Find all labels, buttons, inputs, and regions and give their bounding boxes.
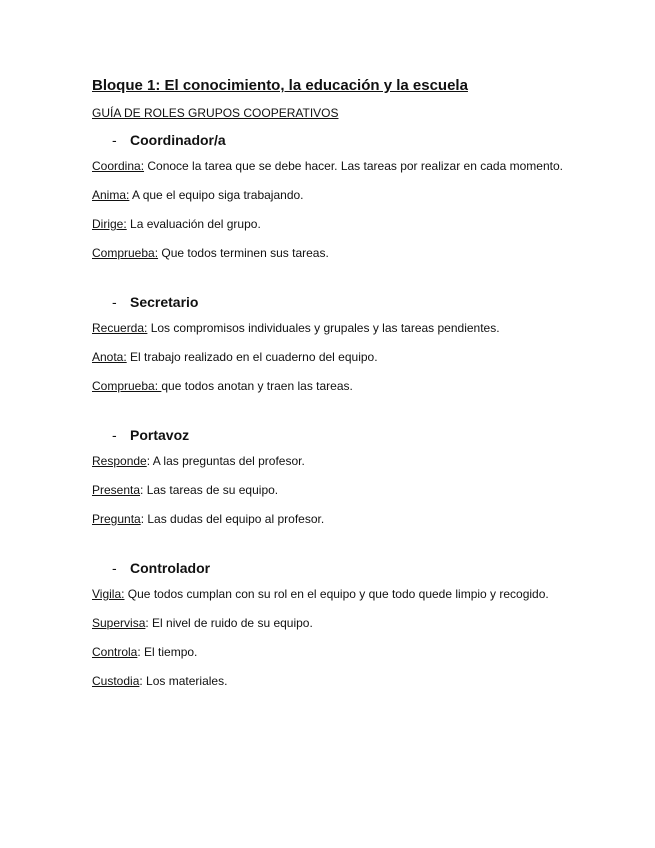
role-section-controlador — [92, 559, 565, 689]
role-item — [92, 483, 565, 498]
role-heading — [112, 131, 565, 149]
role-item-term: Comprueba: — [92, 246, 159, 260]
role-item-text: Conoce la tarea que se debe hacer. Las tareas por realizar en cada momento. — [144, 159, 563, 173]
role-item-text: : A las preguntas del profesor. — [146, 454, 305, 468]
role-item-term: Responde — [92, 454, 147, 468]
document-subtitle: GUÍA DE ROLES GRUPOS COOPERATIVOS — [92, 106, 339, 120]
role-item-term: Anota: — [92, 350, 127, 364]
role-heading — [112, 426, 565, 444]
role-item — [92, 159, 565, 174]
role-name: Secretario — [130, 294, 199, 310]
role-item — [92, 674, 565, 689]
role-item-term: Supervisa — [92, 616, 146, 630]
role-item-text: : Los materiales. — [139, 674, 228, 688]
role-name: Controlador — [130, 560, 211, 576]
role-bullet-dash: - — [112, 427, 117, 443]
role-item-text: Que todos terminen sus tareas. — [158, 246, 329, 260]
section-spacer — [92, 408, 565, 426]
role-item-text: : Las tareas de su equipo. — [140, 483, 279, 497]
role-item-term: Presenta — [92, 483, 141, 497]
role-name: Coordinador/a — [130, 132, 226, 148]
role-item-term: Comprueba: — [92, 379, 162, 393]
role-heading — [112, 559, 565, 577]
role-section-coordinador — [92, 131, 565, 261]
role-section-portavoz — [92, 426, 565, 527]
role-item-text: que todos anotan y traen las tareas. — [161, 379, 353, 393]
role-item-text: A que el equipo siga trabajando. — [129, 188, 304, 202]
role-item-term: Custodia — [92, 674, 140, 688]
role-heading — [112, 293, 565, 311]
role-item — [92, 246, 565, 261]
role-item — [92, 616, 565, 631]
role-item-term: Anima: — [92, 188, 130, 202]
role-item — [92, 645, 565, 660]
role-item-term: Recuerda: — [92, 321, 148, 335]
section-spacer — [92, 275, 565, 293]
role-item — [92, 512, 565, 527]
role-item — [92, 587, 565, 602]
role-item — [92, 454, 565, 469]
role-bullet-dash: - — [112, 560, 117, 576]
role-item-text: Los compromisos individuales y grupales y las tareas pendientes. — [147, 321, 500, 335]
role-item-term: Coordina: — [92, 159, 145, 173]
role-item-text: Que todos cumplan con su rol en el equipo y que todo quede limpio y recogido. — [124, 587, 549, 601]
role-item — [92, 350, 565, 365]
role-item-text: : El nivel de ruido de su equipo. — [145, 616, 313, 630]
role-item-text: : El tiempo. — [137, 645, 198, 659]
role-item-term: Pregunta — [92, 512, 141, 526]
role-item-term: Vigila: — [92, 587, 125, 601]
role-bullet-dash: - — [112, 132, 117, 148]
document-content — [92, 76, 565, 703]
role-bullet-dash: - — [112, 294, 117, 310]
role-item-term: Controla — [92, 645, 138, 659]
role-item-term: Dirige: — [92, 217, 127, 231]
role-item-text: El trabajo realizado en el cuaderno del equipo. — [126, 350, 378, 364]
role-item — [92, 188, 565, 203]
role-name: Portavoz — [130, 427, 190, 443]
section-spacer — [92, 541, 565, 559]
role-item — [92, 321, 565, 336]
role-item — [92, 379, 565, 394]
document-title: Bloque 1: El conocimiento, la educación y la escuela — [92, 77, 468, 94]
role-section-secretario — [92, 293, 565, 394]
role-item-text: La evaluación del grupo. — [126, 217, 261, 231]
role-item — [92, 217, 565, 232]
role-item-text: : Las dudas del equipo al profesor. — [140, 512, 325, 526]
